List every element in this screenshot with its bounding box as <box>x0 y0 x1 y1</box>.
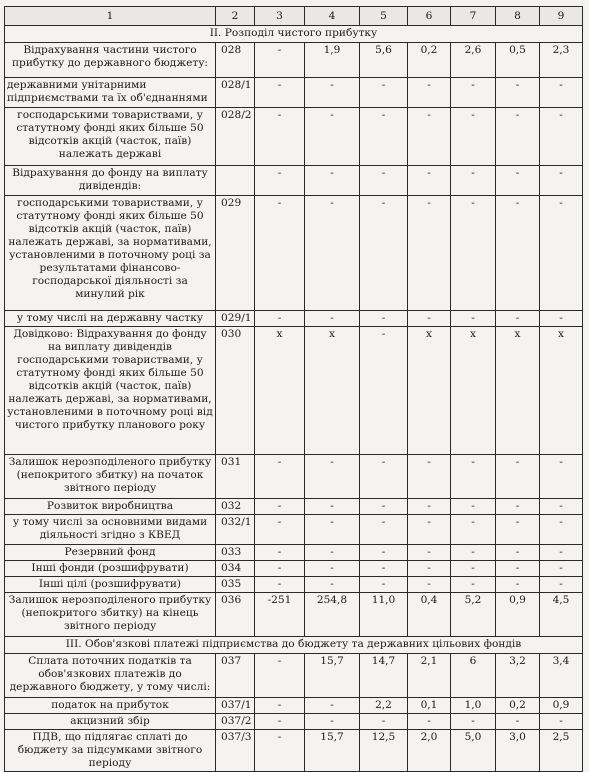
table-body <box>5 7 583 772</box>
value-cell-col-5: - <box>360 455 408 499</box>
value-cell-col-8: - <box>496 108 540 166</box>
table-row <box>5 327 583 455</box>
value-cell-col-8: - <box>496 196 540 311</box>
row-label: Сплата поточних податків та обов'язкових платежів до державного бюджету, у тому числі: <box>5 654 216 698</box>
value-cell-col-5: 5,6 <box>360 43 408 78</box>
value-cell-col-6: - <box>408 714 451 730</box>
value-cell-col-6: 0,2 <box>408 43 451 78</box>
value-cell-col-7: - <box>451 515 496 545</box>
value-cell-col-3: - <box>255 43 305 78</box>
row-code: 029/1 <box>216 311 255 327</box>
value-cell-col-9: - <box>540 545 583 561</box>
value-cell-col-4: - <box>305 577 360 593</box>
value-cell-col-6: 0,4 <box>408 593 451 637</box>
column-header-4: 4 <box>305 7 360 26</box>
value-cell-col-7: 5,2 <box>451 593 496 637</box>
value-cell-col-4: - <box>305 196 360 311</box>
table-row <box>5 593 583 637</box>
value-cell-col-5: - <box>360 545 408 561</box>
row-code: 028/2 <box>216 108 255 166</box>
value-cell-col-9: 4,5 <box>540 593 583 637</box>
section-2-row <box>5 26 583 43</box>
value-cell-col-7: - <box>451 455 496 499</box>
value-cell-col-6: 2,0 <box>408 730 451 772</box>
row-label: Резервний фонд <box>5 545 216 561</box>
value-cell-col-5: - <box>360 196 408 311</box>
table-row <box>5 311 583 327</box>
value-cell-col-7: - <box>451 196 496 311</box>
value-cell-col-4: - <box>305 545 360 561</box>
value-cell-col-3: - <box>255 78 305 108</box>
value-cell-col-8: - <box>496 545 540 561</box>
row-code: 037/3 <box>216 730 255 772</box>
value-cell-col-7: - <box>451 714 496 730</box>
value-cell-col-9: 0,9 <box>540 698 583 714</box>
report-sheet <box>4 6 582 772</box>
value-cell-col-7: - <box>451 545 496 561</box>
row-label: державними унітарними підприємствами та їх об'єднаннями <box>5 78 216 108</box>
value-cell-col-7: - <box>451 577 496 593</box>
value-cell-col-4: 15,7 <box>305 730 360 772</box>
section-3-title: III. Обов'язкові платежі підприємства до бюджету та державних цільових фондів <box>5 637 583 654</box>
value-cell-col-8: - <box>496 311 540 327</box>
value-cell-col-3: - <box>255 577 305 593</box>
value-cell-col-8: - <box>496 78 540 108</box>
row-code: 031 <box>216 455 255 499</box>
row-code: 036 <box>216 593 255 637</box>
value-cell-col-9: x <box>540 327 583 455</box>
value-cell-col-4: - <box>305 108 360 166</box>
row-label: Залишок нерозподіленого прибутку (непокритого збитку) на початок звітного періоду <box>5 455 216 499</box>
value-cell-col-3: - <box>255 654 305 698</box>
value-cell-col-6: 0,1 <box>408 698 451 714</box>
value-cell-col-5: - <box>360 311 408 327</box>
value-cell-col-8: - <box>496 499 540 515</box>
row-code: 034 <box>216 561 255 577</box>
value-cell-col-9: - <box>540 166 583 196</box>
row-label: Відрахування до фонду на виплату дивідендів: <box>5 166 216 196</box>
table-row <box>5 714 583 730</box>
value-cell-col-8: 0,5 <box>496 43 540 78</box>
value-cell-col-3: - <box>255 545 305 561</box>
row-code: 030 <box>216 327 255 455</box>
value-cell-col-3: - <box>255 698 305 714</box>
value-cell-col-6: - <box>408 166 451 196</box>
value-cell-col-8: - <box>496 561 540 577</box>
value-cell-col-3: - <box>255 196 305 311</box>
column-header-6: 6 <box>408 7 451 26</box>
row-code: 028 <box>216 43 255 78</box>
value-cell-col-6: - <box>408 561 451 577</box>
column-header-9: 9 <box>540 7 583 26</box>
row-code <box>216 166 255 196</box>
value-cell-col-8: - <box>496 577 540 593</box>
value-cell-col-8: - <box>496 515 540 545</box>
value-cell-col-5: 2,2 <box>360 698 408 714</box>
value-cell-col-9: - <box>540 108 583 166</box>
table-row <box>5 43 583 78</box>
table-row <box>5 545 583 561</box>
value-cell-col-4: - <box>305 166 360 196</box>
value-cell-col-9: - <box>540 561 583 577</box>
value-cell-col-6: - <box>408 108 451 166</box>
value-cell-col-3: - <box>255 714 305 730</box>
section-3-row <box>5 637 583 654</box>
value-cell-col-8: - <box>496 455 540 499</box>
value-cell-col-9: - <box>540 455 583 499</box>
row-label: ПДВ, що підлягає сплаті до бюджету за підсумками звітного періоду <box>5 730 216 772</box>
value-cell-col-8: 0,9 <box>496 593 540 637</box>
value-cell-col-9: 2,5 <box>540 730 583 772</box>
value-cell-col-3: - <box>255 455 305 499</box>
value-cell-col-4: - <box>305 714 360 730</box>
value-cell-col-9: - <box>540 577 583 593</box>
value-cell-col-3: - <box>255 108 305 166</box>
value-cell-col-9: 2,3 <box>540 43 583 78</box>
column-number-header <box>5 7 583 26</box>
section-2-title: II. Розподіл чистого прибутку <box>5 26 583 43</box>
value-cell-col-9: - <box>540 515 583 545</box>
value-cell-col-7: - <box>451 311 496 327</box>
value-cell-col-6: - <box>408 196 451 311</box>
value-cell-col-5: - <box>360 499 408 515</box>
value-cell-col-7: 6 <box>451 654 496 698</box>
value-cell-col-9: - <box>540 78 583 108</box>
value-cell-col-6: - <box>408 311 451 327</box>
row-label: Довідково: Відрахування до фонду на виплату дивідендів господарськими товариствами, у статутному фонді яких більше 50 відсотків акцій (часток, паїв) належать державі, за нормативами, установленими в поточному році від чистого прибутку планового року <box>5 327 216 455</box>
row-label: Залишок нерозподіленого прибутку (непокритого збитку) на кінець звітного періоду <box>5 593 216 637</box>
row-label: податок на прибуток <box>5 698 216 714</box>
value-cell-col-7: - <box>451 108 496 166</box>
row-label: Відрахування частини чистого прибутку до державного бюджету: <box>5 43 216 78</box>
value-cell-col-7: - <box>451 499 496 515</box>
value-cell-col-4: - <box>305 561 360 577</box>
value-cell-col-9: - <box>540 311 583 327</box>
value-cell-col-3: - <box>255 499 305 515</box>
value-cell-col-9: - <box>540 196 583 311</box>
value-cell-col-3: - <box>255 730 305 772</box>
row-label: господарськими товариствами, у статутному фонді яких більше 50 відсотків акцій (часток, паїв) належать державі, за нормативами, установленими в поточному році за результатами фінансово-господарської діяльності за минулий рік <box>5 196 216 311</box>
value-cell-col-8: - <box>496 166 540 196</box>
value-cell-col-5: - <box>360 108 408 166</box>
value-cell-col-5: 14,7 <box>360 654 408 698</box>
row-label: Розвиток виробництва <box>5 499 216 515</box>
value-cell-col-5: - <box>360 561 408 577</box>
value-cell-col-4: 1,9 <box>305 43 360 78</box>
value-cell-col-4: - <box>305 499 360 515</box>
value-cell-col-3: - <box>255 515 305 545</box>
value-cell-col-3: - <box>255 311 305 327</box>
table-row <box>5 698 583 714</box>
column-header-3: 3 <box>255 7 305 26</box>
value-cell-col-3: x <box>255 327 305 455</box>
value-cell-col-8: 0,2 <box>496 698 540 714</box>
value-cell-col-3: -251 <box>255 593 305 637</box>
table-row <box>5 455 583 499</box>
column-header-7: 7 <box>451 7 496 26</box>
value-cell-col-5: 11,0 <box>360 593 408 637</box>
row-code: 032/1 <box>216 515 255 545</box>
value-cell-col-5: - <box>360 78 408 108</box>
value-cell-col-5: - <box>360 714 408 730</box>
row-code: 037/2 <box>216 714 255 730</box>
value-cell-col-6: x <box>408 327 451 455</box>
table-row <box>5 730 583 772</box>
table-row <box>5 561 583 577</box>
row-code: 037 <box>216 654 255 698</box>
value-cell-col-9: - <box>540 499 583 515</box>
column-header-8: 8 <box>496 7 540 26</box>
value-cell-col-6: - <box>408 455 451 499</box>
value-cell-col-6: - <box>408 545 451 561</box>
value-cell-col-8: 3,2 <box>496 654 540 698</box>
row-label: Інші фонди (розшифрувати) <box>5 561 216 577</box>
value-cell-col-7: 1,0 <box>451 698 496 714</box>
value-cell-col-3: - <box>255 561 305 577</box>
row-label: у тому числі за основними видами діяльності згідно з КВЕД <box>5 515 216 545</box>
value-cell-col-4: x <box>305 327 360 455</box>
profit-distribution-table <box>4 6 583 772</box>
value-cell-col-6: - <box>408 515 451 545</box>
row-code: 037/1 <box>216 698 255 714</box>
value-cell-col-4: - <box>305 455 360 499</box>
value-cell-col-6: 2,1 <box>408 654 451 698</box>
value-cell-col-5: 12,5 <box>360 730 408 772</box>
value-cell-col-7: 2,6 <box>451 43 496 78</box>
row-label: у тому числі на державну частку <box>5 311 216 327</box>
value-cell-col-7: - <box>451 166 496 196</box>
row-code: 029 <box>216 196 255 311</box>
table-row <box>5 78 583 108</box>
row-code: 033 <box>216 545 255 561</box>
value-cell-col-8: - <box>496 714 540 730</box>
table-row <box>5 515 583 545</box>
value-cell-col-6: - <box>408 577 451 593</box>
column-header-5: 5 <box>360 7 408 26</box>
row-code: 032 <box>216 499 255 515</box>
row-label: господарськими товариствами, у статутному фонді яких більше 50 відсотків акцій (часток, паїв) належать державі <box>5 108 216 166</box>
row-code: 035 <box>216 577 255 593</box>
column-header-2: 2 <box>216 7 255 26</box>
value-cell-col-5: - <box>360 515 408 545</box>
value-cell-col-6: - <box>408 78 451 108</box>
value-cell-col-7: - <box>451 561 496 577</box>
value-cell-col-8: x <box>496 327 540 455</box>
value-cell-col-5: - <box>360 166 408 196</box>
value-cell-col-8: 3,0 <box>496 730 540 772</box>
table-row <box>5 499 583 515</box>
value-cell-col-4: - <box>305 515 360 545</box>
value-cell-col-9: 3,4 <box>540 654 583 698</box>
value-cell-col-4: - <box>305 78 360 108</box>
table-row <box>5 196 583 311</box>
column-header-1: 1 <box>5 7 216 26</box>
value-cell-col-5: - <box>360 577 408 593</box>
row-code: 028/1 <box>216 78 255 108</box>
value-cell-col-7: - <box>451 78 496 108</box>
value-cell-col-7: x <box>451 327 496 455</box>
value-cell-col-5: - <box>360 327 408 455</box>
value-cell-col-4: - <box>305 311 360 327</box>
value-cell-col-4: - <box>305 698 360 714</box>
table-row <box>5 108 583 166</box>
table-row <box>5 166 583 196</box>
value-cell-col-4: 15,7 <box>305 654 360 698</box>
value-cell-col-7: 5,0 <box>451 730 496 772</box>
table-row <box>5 654 583 698</box>
value-cell-col-9: - <box>540 714 583 730</box>
table-row <box>5 577 583 593</box>
value-cell-col-4: 254,8 <box>305 593 360 637</box>
row-label: Інші цілі (розшифрувати) <box>5 577 216 593</box>
row-label: акцизний збір <box>5 714 216 730</box>
value-cell-col-3: - <box>255 166 305 196</box>
value-cell-col-6: - <box>408 499 451 515</box>
